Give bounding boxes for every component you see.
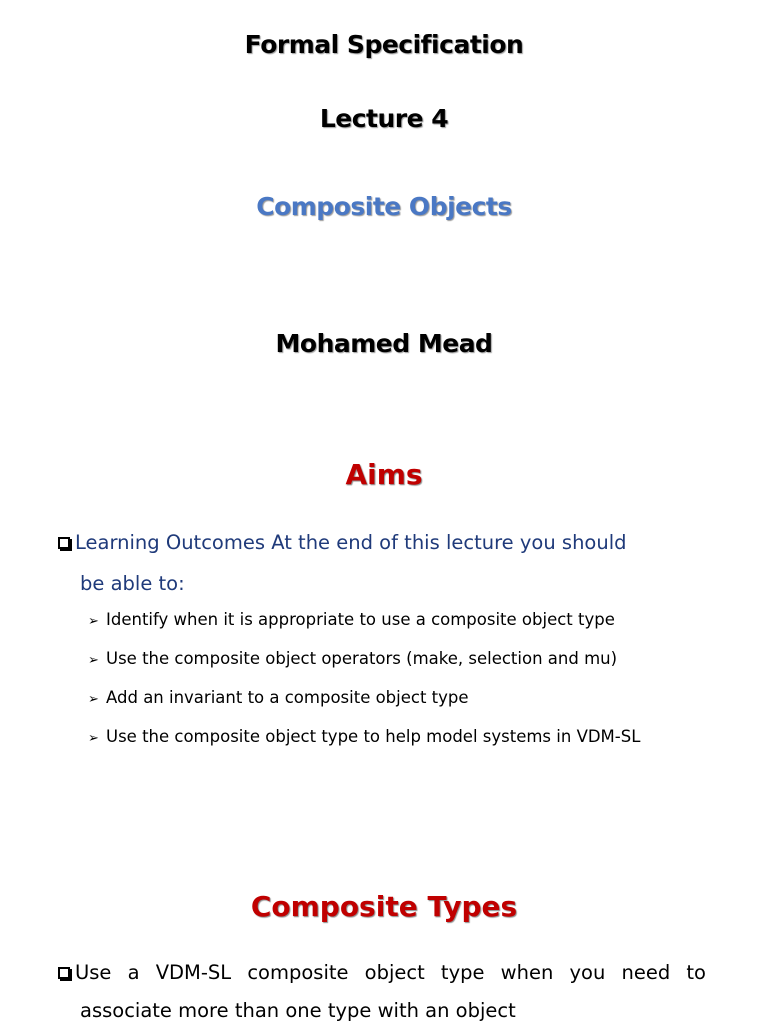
- composite-types-word: you: [569, 961, 606, 984]
- list-item-text: Use the composite object operators (make, selection and mu): [106, 649, 618, 668]
- arrowhead-bullet-icon: ➢: [88, 653, 99, 668]
- hollow-square-bullet-icon: [58, 967, 70, 979]
- composite-types-first-line: [58, 954, 706, 992]
- lecture-number: Lecture 4: [319, 104, 449, 133]
- learning-outcomes-paragraph: [58, 522, 708, 604]
- list-item-text: Use the composite object type to help model systems in VDM-SL: [106, 727, 641, 746]
- composite-types-word: when: [500, 961, 554, 984]
- slide-title: Formal Specification: [244, 30, 524, 59]
- arrowhead-bullet-icon: ➢: [88, 614, 99, 629]
- learning-outcomes-first-line: [58, 522, 708, 563]
- composite-types-word: need: [621, 961, 671, 984]
- hollow-square-bullet-icon: [58, 537, 70, 549]
- list-item: [88, 724, 640, 763]
- learning-outcomes-list: [88, 607, 640, 763]
- arrowhead-bullet-icon: ➢: [88, 692, 99, 707]
- list-item: [88, 685, 640, 724]
- composite-types-word: type: [440, 961, 485, 984]
- composite-types-continuation: associate more than one type with an object: [80, 999, 516, 1022]
- composite-types-word: composite: [247, 961, 349, 984]
- learning-outcomes-continuation: be able to:: [80, 572, 185, 595]
- composite-types-paragraph: [58, 954, 708, 1030]
- author-name: Mohamed Mead: [275, 329, 493, 358]
- learning-outcomes-text: Learning Outcomes At the end of this lecture you should: [75, 531, 627, 554]
- arrowhead-bullet-icon: ➢: [88, 731, 99, 746]
- composite-types-word: to: [686, 961, 706, 984]
- lecture-subtitle: Composite Objects: [256, 192, 512, 221]
- list-item: [88, 646, 640, 685]
- list-item-text: Identify when it is appropriate to use a composite object type: [106, 610, 615, 629]
- list-item: [88, 607, 640, 646]
- composite-types-heading: Composite Types: [250, 890, 518, 923]
- composite-types-word: a: [127, 961, 140, 984]
- aims-heading: Aims: [345, 458, 423, 491]
- composite-types-word: [58, 954, 111, 992]
- list-item-text: Add an invariant to a composite object type: [106, 688, 469, 707]
- composite-types-word: object: [364, 961, 425, 984]
- composite-types-word: VDM-SL: [155, 961, 232, 984]
- word-text: Use: [75, 961, 112, 984]
